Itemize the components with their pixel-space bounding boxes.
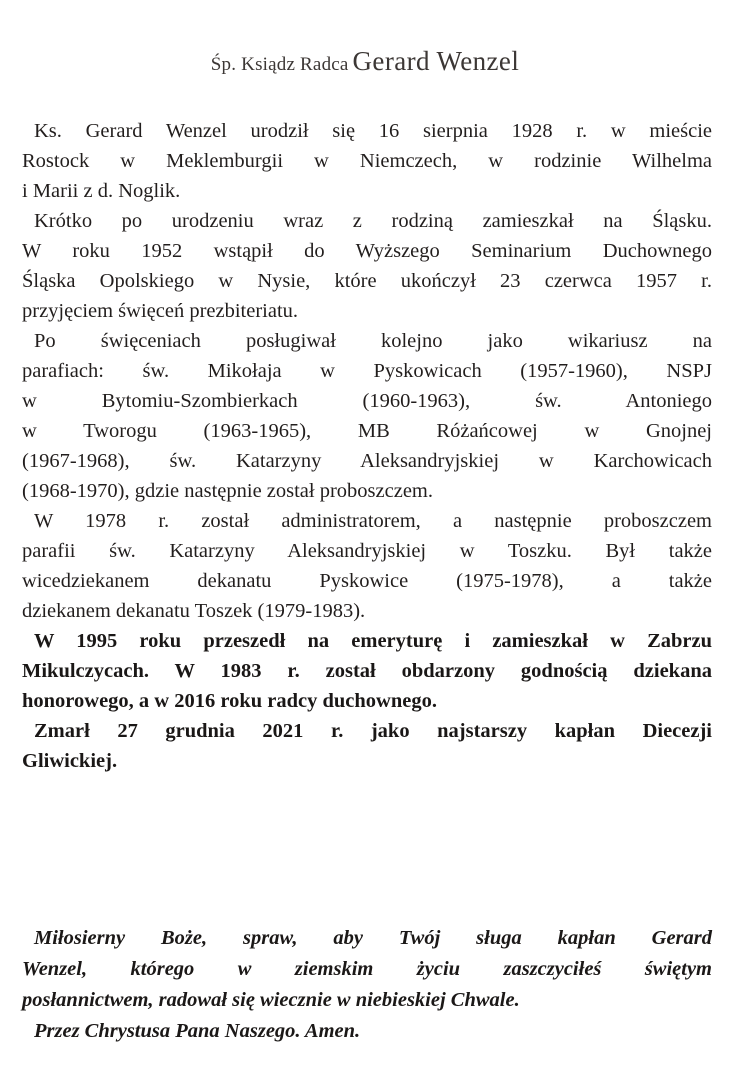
title-prefix: Śp. Ksiądz Radca xyxy=(210,54,349,75)
page-title xyxy=(0,46,730,77)
title-name: Gerard Wenzel xyxy=(352,46,520,76)
prayer-line: Wenzel, którego w ziemskim życiu zaszczyciłeś świętym xyxy=(22,958,712,980)
bio-line: Gliwickiej. xyxy=(22,750,118,772)
prayer-line: posłannictwem, radował się wiecznie w niebieskiej Chwale. xyxy=(22,989,520,1011)
bio-line: W roku 1952 wstąpił do Wyższego Seminarium Duchownego xyxy=(22,240,712,262)
bio-line: W 1995 roku przeszedł na emeryturę i zamieszkał w Zabrzu xyxy=(34,630,712,652)
bio-line: w Bytomiu-Szombierkach (1960-1963), św. Antoniego xyxy=(22,390,712,412)
bio-line: Zmarł 27 grudnia 2021 r. jako najstarszy kapłan Diecezji xyxy=(34,720,712,742)
bio-line: dziekanem dekanatu Toszek (1979-1983). xyxy=(22,600,366,622)
bio-line: w Tworogu (1963-1965), MB Różańcowej w Gnojnej xyxy=(22,420,712,442)
prayer-line: Miłosierny Boże, spraw, aby Twój sługa kapłan Gerard xyxy=(34,927,712,949)
bio-line: Rostock w Meklemburgii w Niemczech, w rodzinie Wilhelma xyxy=(22,150,712,172)
bio-line: przyjęciem święceń prezbiteriatu. xyxy=(22,300,299,322)
prayer-line: Przez Chrystusa Pana Naszego. Amen. xyxy=(34,1020,361,1042)
prayer xyxy=(22,923,712,1047)
bio-line: parafii św. Katarzyny Aleksandryjskiej w Toszku. Był także xyxy=(22,540,712,562)
bio-line: i Marii z d. Noglik. xyxy=(22,180,181,202)
bio-line: wicedziekanem dekanatu Pyskowice (1975-1978), a także xyxy=(22,570,712,592)
bio-line: Mikulczycach. W 1983 r. został obdarzony godnością dziekana xyxy=(22,660,712,682)
bio-line: Śląska Opolskiego w Nysie, które ukończył 23 czerwca 1957 r. xyxy=(22,270,712,292)
biography xyxy=(22,116,712,776)
bio-line: parafiach: św. Mikołaja w Pyskowicach (1957-1960), NSPJ xyxy=(22,360,712,382)
bio-line: W 1978 r. został administratorem, a następnie proboszczem xyxy=(34,510,712,532)
bio-line: (1967-1968), św. Katarzyny Aleksandryjskiej w Karchowicach xyxy=(22,450,712,472)
bio-line: (1968-1970), gdzie następnie został proboszczem. xyxy=(22,480,434,502)
bio-line: Po święceniach posługiwał kolejno jako wikariusz na xyxy=(34,330,712,352)
bio-line: Ks. Gerard Wenzel urodził się 16 sierpnia 1928 r. w mieście xyxy=(34,120,712,142)
bio-line: honorowego, a w 2016 roku radcy duchownego. xyxy=(22,690,437,712)
bio-line: Krótko po urodzeniu wraz z rodziną zamieszkał na Śląsku. xyxy=(34,210,712,232)
